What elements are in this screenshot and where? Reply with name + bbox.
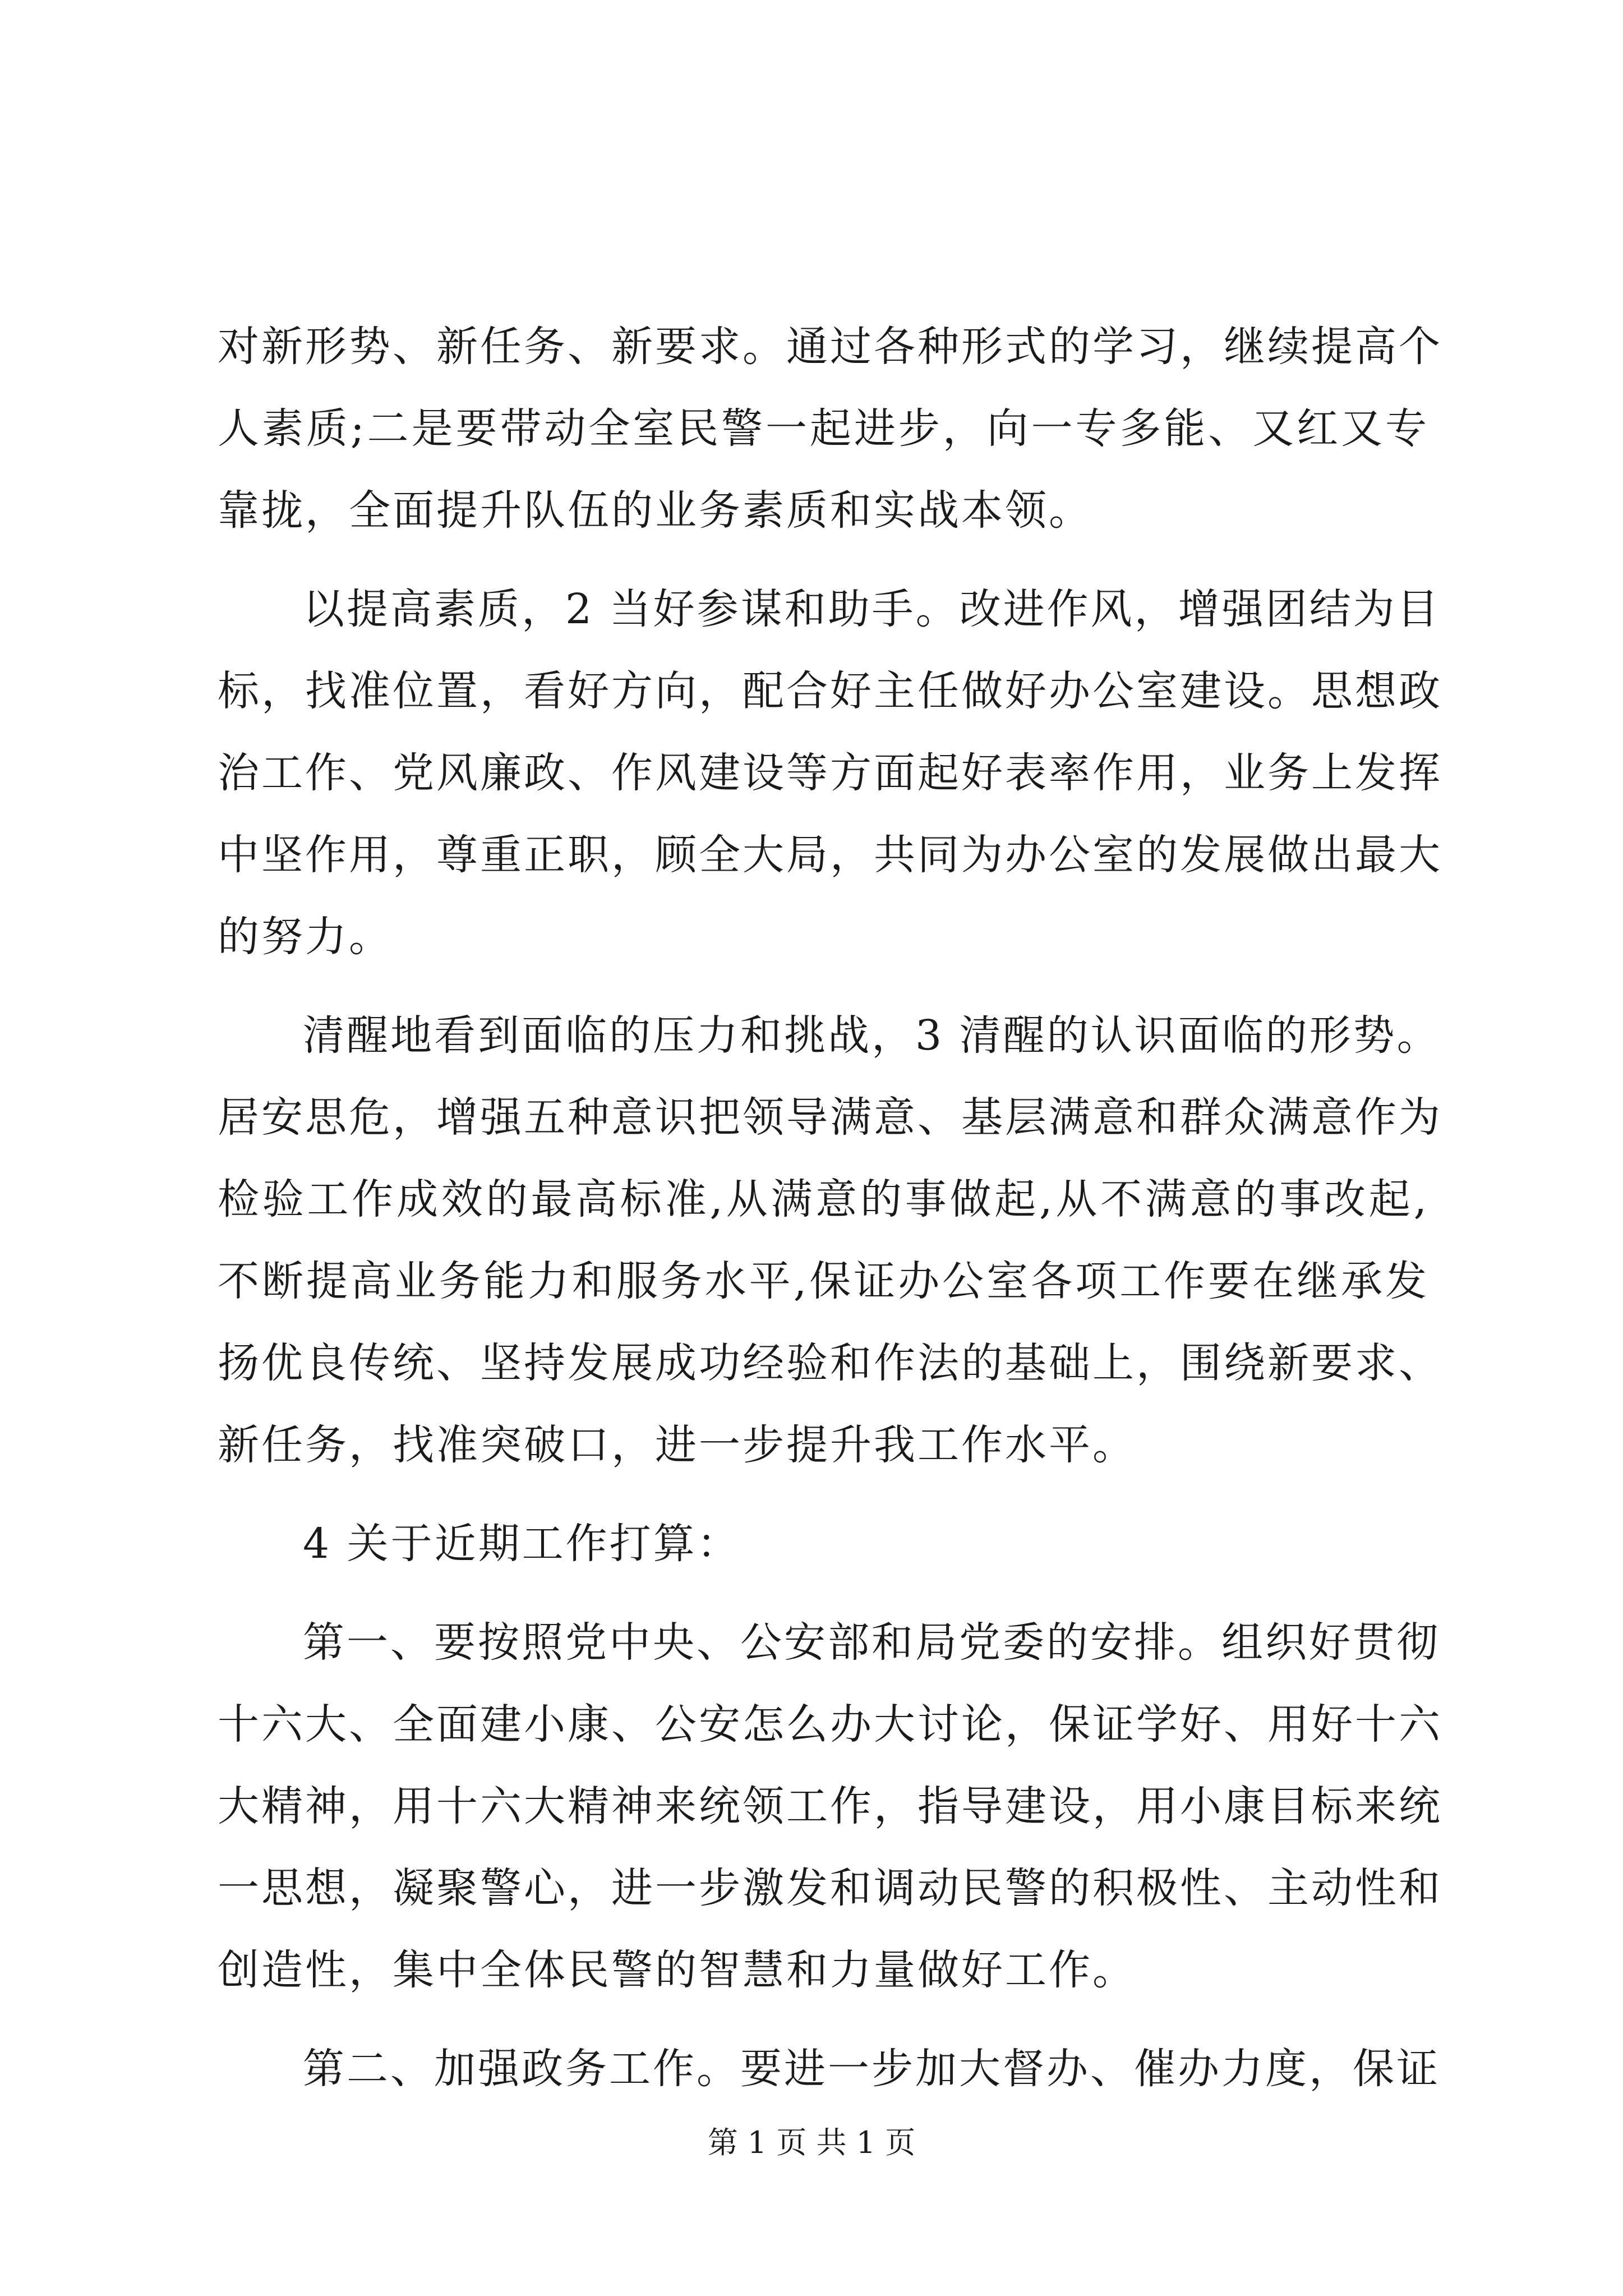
text-line: 新任务，找准突破口，进一步提升我工作水平。 [218, 1421, 1136, 1469]
text-line: 居安思危，增强五种意识把领导满意、基层满意和群众满意作为 [218, 1093, 1442, 1142]
document-body [218, 306, 1442, 2110]
paragraph-heading [218, 1503, 1429, 1585]
text-line: 第二、加强政务工作。要进一步加大督办、催办力度，保证 [303, 2045, 1440, 2093]
text-line: 4 关于近期工作打算： [303, 1520, 741, 1568]
text-line: 创造性，集中全体民警的智慧和力量做好工作。 [218, 1946, 1136, 1994]
text-line: 第一、要按照党中央、公安部和局党委的安排。组织好贯彻 [303, 1618, 1440, 1667]
text-line: 靠拢，全面提升队伍的业务素质和实战本领。 [218, 486, 1092, 535]
text-line: 以提高素质，2 当好参谋和助手。改进作风，增强团结为目 [303, 585, 1441, 633]
text-line: 人素质;二是要带动全室民警一起进步，向一专多能、又红又专 [218, 404, 1429, 453]
paragraph [218, 2028, 1440, 2110]
text-line: 不断提高业务能力和服务水平,保证办公室各项工作要在继承发 [218, 1257, 1429, 1305]
text-line: 检验工作成效的最高标准,从满意的事做起,从不满意的事改起, [218, 1175, 1429, 1223]
page-footer: 第 1 页 共 1 页 [707, 2125, 916, 2160]
text-line: 标，找准位置，看好方向，配合好主任做好办公室建设。思想政 [218, 667, 1442, 715]
text-line: 一思想，凝聚警心，进一步激发和调动民警的积极性、主动性和 [218, 1864, 1442, 1912]
paragraph [218, 306, 1442, 551]
text-line: 大精神，用十六大精神来统领工作，指导建设，用小康目标来统 [218, 1782, 1442, 1830]
text-line: 治工作、党风廉政、作风建设等方面起好表率作用，业务上发挥 [218, 749, 1442, 797]
paragraph [218, 995, 1442, 1486]
text-line: 扬优良传统、坚持发展成功经验和作法的基础上，围绕新要求、 [218, 1339, 1442, 1387]
text-line: 清醒地看到面临的压力和挑战，3 清醒的认识面临的形势。 [303, 1011, 1441, 1060]
paragraph [218, 1602, 1442, 2011]
text-line: 中坚作用，尊重正职，顾全大局，共同为办公室的发展做出最大 [218, 831, 1442, 879]
text-line: 十六大、全面建小康、公安怎么办大讨论，保证学好、用好十六 [218, 1700, 1442, 1749]
text-line: 的努力。 [218, 913, 393, 961]
paragraph [218, 568, 1442, 978]
text-line: 对新形势、新任务、新要求。通过各种形式的学习，继续提高个 [218, 323, 1442, 371]
